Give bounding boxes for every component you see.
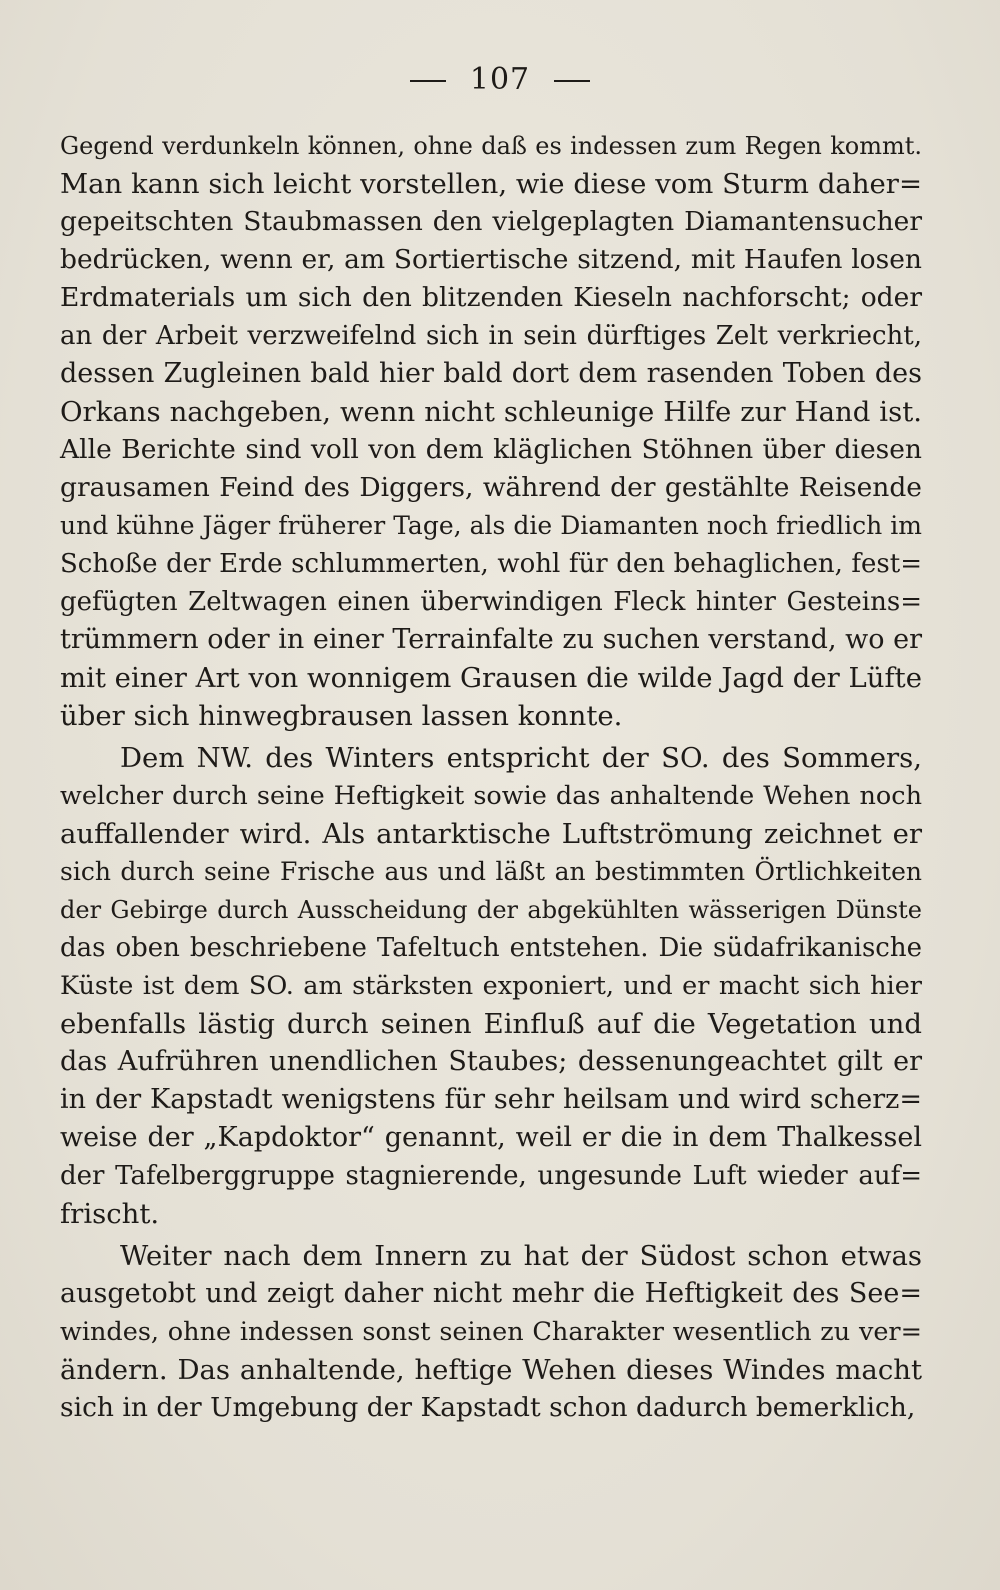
header-dash-left [410, 80, 446, 82]
text-line: weise der „Kapdoktor“ genannt, weil er die in dem Thalkessel [60, 1122, 922, 1153]
page-header [0, 62, 1000, 97]
text-line: das oben beschriebene Tafeltuch entstehen. Die südafrikanische [60, 933, 922, 963]
header-dash-right [554, 80, 590, 82]
page-number: 107 [469, 62, 531, 97]
text-line: Alle Berichte sind voll von dem kläglichen Stöhnen über diesen [60, 434, 922, 465]
text-line: Dem NW. des Winters entspricht der SO. des Sommers, [120, 742, 922, 774]
text-line: dessen Zugleinen bald hier bald dort dem rasenden Toben des [60, 358, 922, 389]
text-line: und kühne Jäger früherer Tage, als die Diamanten noch friedlich im [60, 511, 922, 540]
text-line: das Aufrühren unendlichen Staubes; dessenungeachtet gilt er [60, 1046, 922, 1077]
paragraph [60, 1237, 922, 1427]
text-line: der Tafelberggruppe stagnierende, ungesunde Luft wieder auf= [60, 1161, 922, 1191]
text-line: mit einer Art von wonnigem Grausen die wilde Jagd der Lüfte [60, 662, 922, 694]
text-line: sich durch seine Frische aus und läßt an bestimmten Örtlichkeiten [60, 857, 922, 886]
text-line: auffallender wird. Als antarktische Luftströmung zeichnet er [60, 818, 922, 850]
text-line: gepeitschten Staubmassen den vielgeplagten Diamantensucher [60, 206, 922, 237]
text-line: an der Arbeit verzweifelnd sich in sein dürftiges Zelt verkriecht, [60, 321, 922, 351]
text-line: Schoße der Erde schlummerten, wohl für den behaglichen, fest= [60, 549, 922, 579]
text-line: ausgetobt und zeigt daher nicht mehr die Heftigkeit des See= [60, 1278, 922, 1309]
text-line: Orkans nachgeben, wenn nicht schleunige Hilfe zur Hand ist. [60, 396, 922, 428]
paragraph [60, 127, 922, 735]
text-line: Gegend verdunkeln können, ohne daß es indessen zum Regen kommt. [60, 132, 922, 160]
text-line: gefügten Zeltwagen einen überwindigen Fleck hinter Gesteins= [60, 587, 922, 617]
text-line: bedrücken, wenn er, am Sortiertische sitzend, mit Haufen losen [60, 244, 922, 275]
text-line: der Gebirge durch Ausscheidung der abgekühlten wässerigen Dünste [60, 896, 922, 924]
text-line: ebenfalls lästig durch seinen Einfluß auf die Vegetation und [60, 1008, 922, 1040]
text-line: sich in der Umgebung der Kapstadt schon dadurch bemerklich, [60, 1392, 916, 1423]
text-line: welcher durch seine Heftigkeit sowie das anhaltende Wehen noch [60, 781, 922, 811]
text-line: Man kann sich leicht vorstellen, wie diese vom Sturm daher= [60, 168, 922, 200]
text-line: in der Kapstadt wenigstens für sehr heilsam und wird scherz= [60, 1084, 922, 1115]
text-line: ändern. Das anhaltende, heftige Wehen dieses Windes macht [60, 1354, 922, 1386]
text-line: frischt. [60, 1198, 160, 1230]
text-line: grausamen Feind des Diggers, während der gestählte Reisende [60, 472, 922, 503]
text-line: über sich hinwegbrausen lassen konnte. [60, 700, 623, 732]
paragraph [60, 739, 922, 1233]
text-line: trümmern oder in einer Terrainfalte zu suchen verstand, wo er [60, 624, 922, 655]
body-text [60, 127, 922, 1427]
text-line: windes, ohne indessen sonst seinen Charakter wesentlich zu ver= [60, 1317, 922, 1347]
text-line: Weiter nach dem Innern zu hat der Südost schon etwas [120, 1240, 922, 1272]
text-line: Erdmaterials um sich den blitzenden Kieseln nachforscht; oder [60, 282, 922, 313]
text-line: Küste ist dem SO. am stärksten exponiert, und er macht sich hier [60, 971, 922, 1001]
